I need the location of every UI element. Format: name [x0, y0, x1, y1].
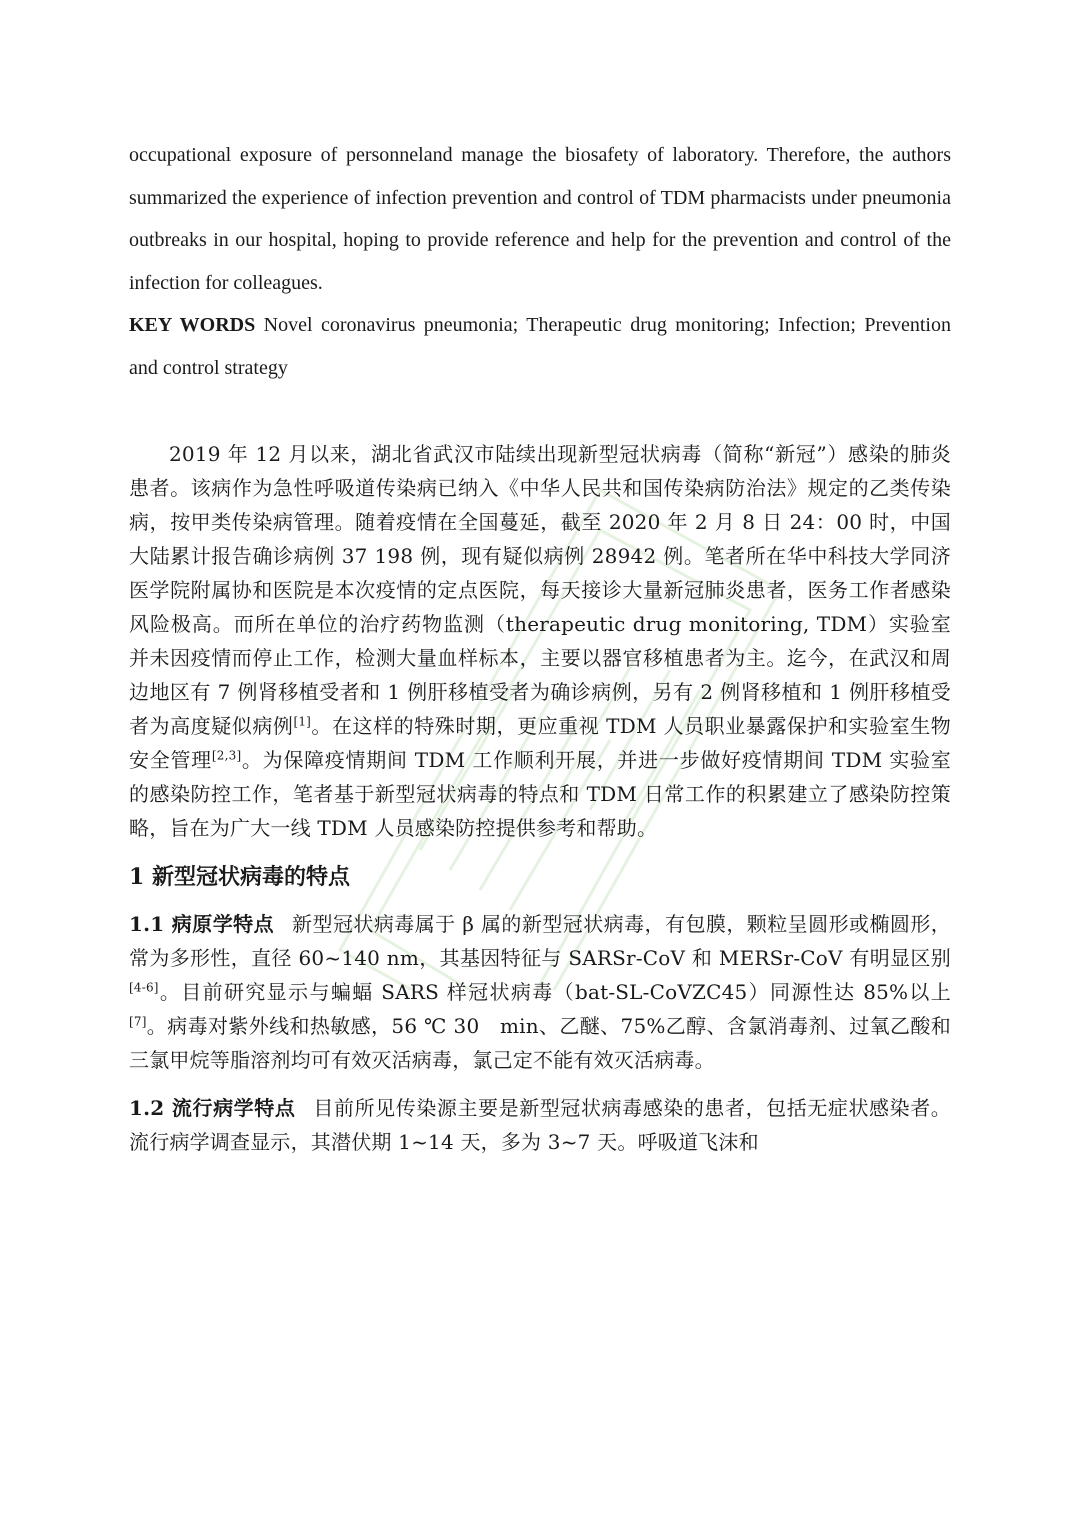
subsection-1-2	[129, 1091, 951, 1159]
intro-text-2: 。在这样的特殊时期，更应重视 TDM 人员职业暴露保护和实验室生物安全管理	[129, 714, 951, 772]
subsection-1-1-text-3: 。病毒对紫外线和热敏感，56 ℃ 30 min、乙醚、75%乙醇、含氯消毒剂、过氧乙酸和三氯甲烷等脂溶剂均可有效灭活病毒，氯己定不能有效灭活病毒。	[129, 1014, 951, 1072]
intro-text-3: 。为保障疫情期间 TDM 工作顺利开展，并进一步做好疫情期间 TDM 实验室的感染防控工作，笔者基于新型冠状病毒的特点和 TDM 日常工作的积累建立了感染防控策略，旨在为广大一线 TDM 人员感染防控提供参考和帮助。	[129, 748, 951, 840]
subsection-1-1-text-1: 新型冠状病毒属于 β 属的新型冠状病毒，有包膜，颗粒呈圆形或椭圆形，常为多形性，直径 60~140 nm，其基因特征与 SARSr-CoV 和 MERSr-CoV 有明显区别	[129, 912, 952, 970]
spacer	[129, 389, 951, 437]
intro-text-1: 2019 年 12 月以来，湖北省武汉市陆续出现新型冠状病毒（简称“新冠”）感染的肺炎患者。该病作为急性呼吸道传染病已纳入《中华人民共和国传染病防治法》规定的乙类传染病，按甲类传染病管理。随着疫情在全国蔓延，截至 2020 年 2 月 8 日 24：00 时，中国大陆累计报告确诊病例 37 198 例，现有疑似病例 28942 例。笔者所在华中科技大学同济医学院附属协和医院是本次疫情的定点医院，每天接诊大量新冠肺炎患者，医务工作者感染风险极高。而所在单位的治疗药物监测（therapeutic drug monitoring, TDM）实验室并未因疫情而停止工作，检测大量血样标本，主要以器官移植患者为主。迄今，在武汉和周边地区有 7 例肾移植受者和 1 例肝移植受者为确诊病例，另有 2 例肾移植和 1 例肝移植受者为高度疑似病例	[129, 442, 951, 738]
keywords-line	[129, 304, 951, 389]
page-body	[129, 134, 951, 1159]
citation-1: [1]	[293, 714, 312, 729]
subsection-1-1	[129, 907, 951, 1077]
subsection-1-1-label: 1.1 病原学特点	[129, 912, 275, 936]
keywords-label: KEY WORDS	[129, 314, 256, 336]
subsection-1-1-text-2: 。目前研究显示与蝙蝠 SARS 样冠状病毒（bat-SL-CoVZC45）同源性达 85%以上	[158, 980, 951, 1004]
subsection-1-2-label: 1.2 流行病学特点	[129, 1096, 296, 1120]
intro-paragraph	[129, 437, 951, 845]
section-1-heading: 1 新型冠状病毒的特点	[129, 864, 350, 890]
keywords-text: Novel coronavirus pneumonia; Therapeutic drug monitoring; Infection; Prevention and control strategy	[129, 314, 951, 379]
citation-4-6: [4-6]	[129, 980, 159, 995]
abstract-paragraph: occupational exposure of personneland manage the biosafety of laboratory. Therefore, the authors summarized the experience of infection prevention and control of TDM pharmacists under pneumonia outbreaks in our hospital, hoping to provide reference and help for the prevention and control of the infection for colleagues.	[129, 144, 951, 294]
citation-2-3: [2,3]	[211, 748, 242, 763]
subsection-1-2-text-1: 目前所见传染源主要是新型冠状病毒感染的患者，包括无症状感染者。流行病学调查显示，其潜伏期 1~14 天，多为 3~7 天。呼吸道飞沫和	[129, 1096, 951, 1154]
citation-7: [7]	[129, 1014, 147, 1029]
